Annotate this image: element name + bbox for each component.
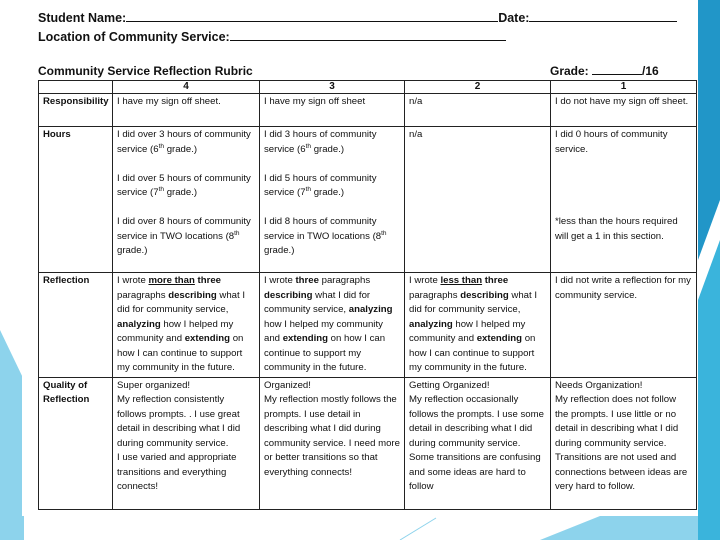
location-label: Location of Community Service: — [38, 30, 230, 44]
student-name-label: Student Name: — [38, 11, 127, 25]
hours-score-2: n/a — [405, 127, 551, 273]
reflection-score-4: I wrote more than three paragraphs describing what I did for community service, analyzing how I helped my community and extending on how I can continue to support my community in the future. — [113, 273, 260, 378]
right-accent-shape-dark — [698, 0, 720, 260]
location-blank[interactable] — [230, 40, 506, 41]
right-accent-shape-light — [698, 240, 720, 540]
quality-score-3: Organized! My reflection mostly follows the prompts. I use detail in describing what I did during community service. I need more or better transitions so that everything connects! — [260, 377, 405, 509]
reflection-score-1: I did not write a reflection for my community service. — [551, 273, 697, 378]
responsibility-score-4: I have my sign off sheet. — [113, 94, 260, 127]
student-name-blank[interactable] — [126, 21, 498, 22]
hours-1-note: *less than the hours required will get a 1 in this section. — [555, 216, 678, 242]
reflection-score-2: I wrote less than three paragraphs describing what I did for community service, analyzing how I helped my community and extending on how I can continue to support my community in the future. — [405, 273, 551, 378]
grade-label: Grade: — [550, 64, 589, 78]
hours-score-1 — [551, 127, 697, 273]
quality-score-2: Getting Organized! My reflection occasionally follows the prompts. I use some detail in describing what I did during community service. Some transitions are confusing and some ideas are hard to follow — [405, 377, 551, 509]
column-header-1: 1 — [551, 81, 697, 94]
date-label: Date: — [498, 11, 530, 25]
category-hours: Hours — [39, 127, 113, 273]
column-header-4: 4 — [113, 81, 260, 94]
date-blank[interactable] — [529, 21, 677, 22]
responsibility-score-2: n/a — [405, 94, 551, 127]
category-reflection: Reflection — [39, 273, 113, 378]
category-responsibility: Responsibility — [39, 94, 113, 127]
responsibility-score-3: I have my sign off sheet — [260, 94, 405, 127]
grade-total: /16 — [642, 64, 659, 78]
row-hours — [39, 127, 697, 273]
hours-3-grade6: I did 3 hours of community service (6th grade.) — [264, 129, 377, 155]
quality-score-4: Super organized! My reflection consistently follows prompts. . I use great detail in describing what I did during community service. I use varied and appropriate transitions and everything connects! — [113, 377, 260, 509]
quality-score-1: Needs Organization! My reflection does not follow the prompts. I use little or no detail in describing what I did during community service. Transitions are not used and connections between ideas are very hard to follow. — [551, 377, 697, 509]
row-responsibility — [39, 94, 697, 127]
responsibility-score-1: I do not have my sign off sheet. — [551, 94, 697, 127]
hours-score-4 — [113, 127, 260, 273]
rubric-table — [38, 80, 697, 510]
hours-4-grade8: I did over 8 hours of community service in TWO locations (8th grade.) — [117, 216, 251, 256]
rubric-title: Community Service Reflection Rubric — [38, 64, 253, 78]
column-header-2: 2 — [405, 81, 551, 94]
hours-4-grade6: I did over 3 hours of community service (6th grade.) — [117, 129, 251, 155]
hours-score-3 — [260, 127, 405, 273]
header-row — [39, 81, 697, 94]
hours-4-grade7: I did over 5 hours of community service (7th grade.) — [117, 172, 251, 198]
hours-3-grade7: I did 5 hours of community service (7th grade.) — [264, 172, 377, 198]
rubric-document — [22, 0, 698, 516]
hours-3-grade8: I did 8 hours of community service in TWO locations (8th grade.) — [264, 216, 387, 256]
column-header-3: 3 — [260, 81, 405, 94]
grade-line — [550, 64, 659, 78]
location-line — [38, 30, 506, 44]
student-name-line — [38, 11, 677, 25]
bottom-accent-line — [400, 518, 436, 540]
reflection-score-3: I wrote three paragraphs describing what I did for community service, analyzing how I helped my community and extending on how I can continue to support my community in the future. — [260, 273, 405, 378]
grade-blank[interactable] — [592, 74, 642, 75]
hours-1-text: I did 0 hours of community service. — [555, 129, 668, 155]
column-header-blank — [39, 81, 113, 94]
row-quality-of-reflection — [39, 377, 697, 509]
category-quality-of-reflection: Quality of Reflection — [39, 377, 113, 509]
row-reflection — [39, 273, 697, 378]
bottom-accent-shape — [540, 516, 698, 540]
left-accent-shape — [0, 330, 24, 540]
